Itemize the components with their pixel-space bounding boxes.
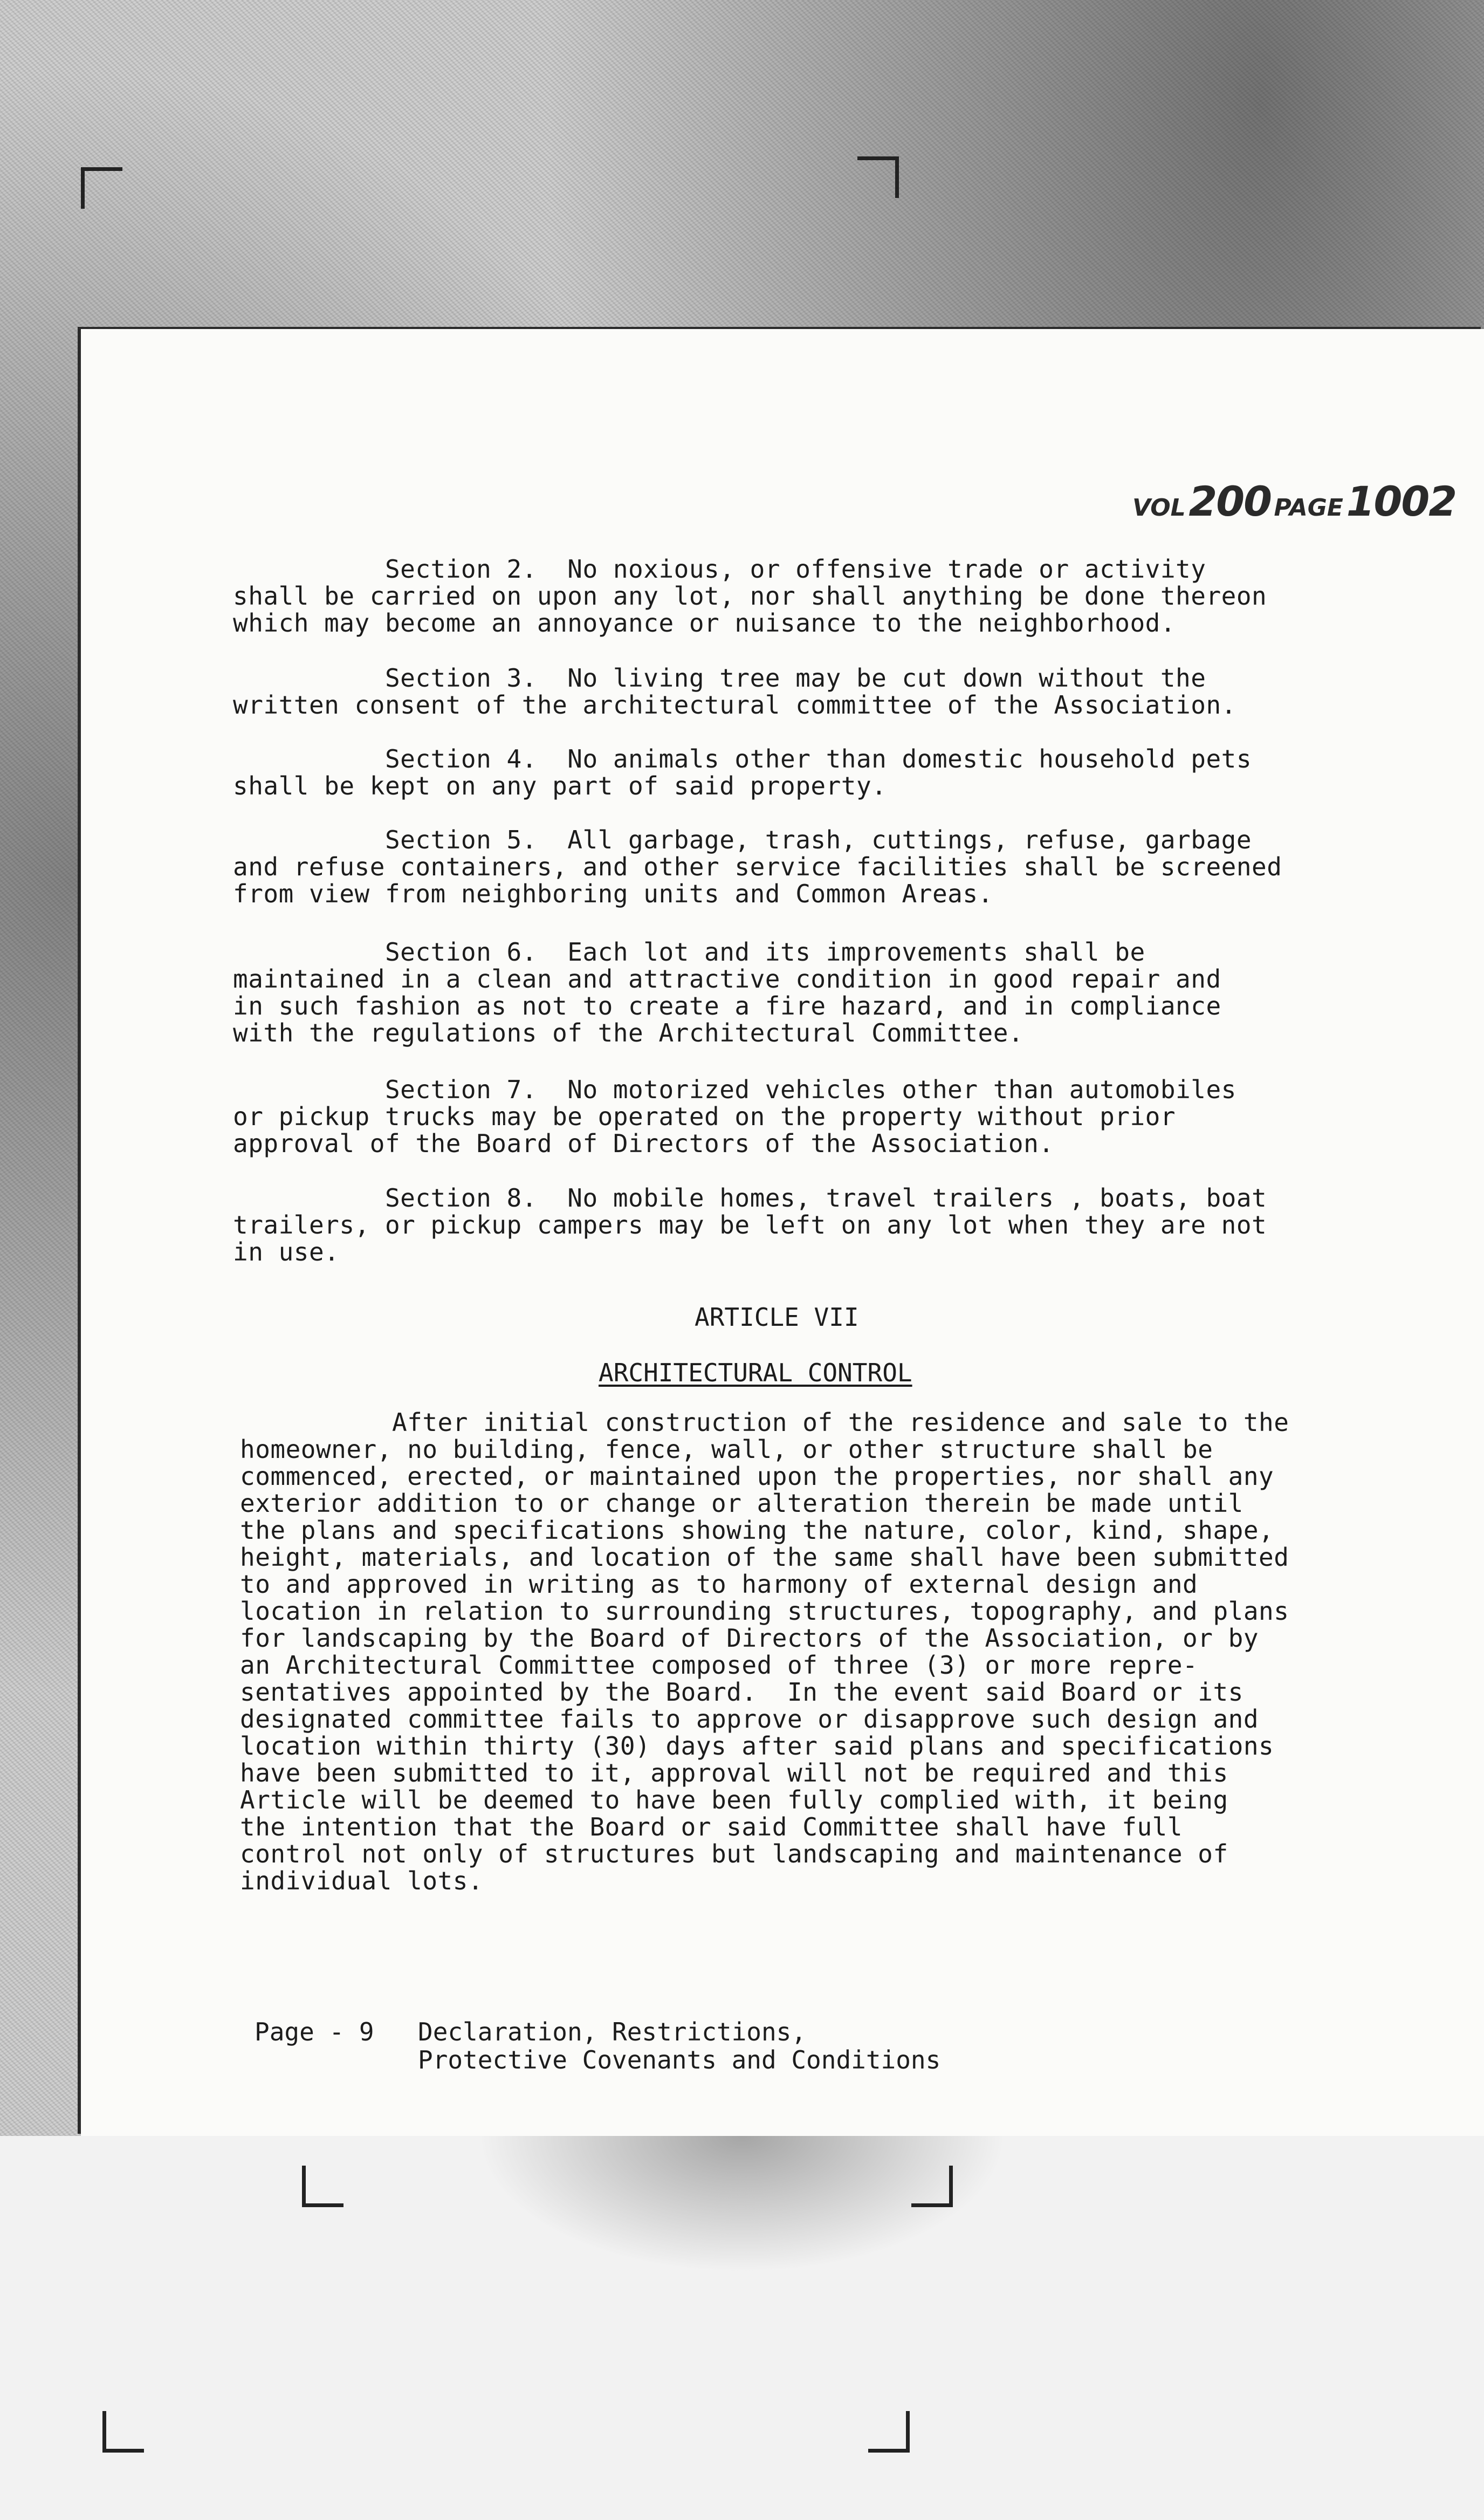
page-label: PAGE [1274,494,1343,522]
article-title: ARCHITECTURAL CONTROL [599,1358,912,1387]
recording-stamp [1132,477,1456,525]
section-4-text: Section 4. No animals other than domestic household pets shall be kept on any part of said property. [233,744,1252,800]
section-7-text: Section 7. No motorized vehicles other than automobiles or pickup trucks may be operated on the property without prior approval of the Board of Directors of the Association. [233,1075,1236,1158]
article-number: ARTICLE VII [695,1303,859,1332]
crop-mark-bottom-left [302,2166,343,2207]
section-5-text: Section 5. All garbage, trash, cuttings, refuse, garbage and refuse containers, and other service facilities shall be screened from view from neighboring units and Common Areas. [233,825,1282,908]
scan-lower-margin [0,2136,1484,2520]
footer-document-title: Declaration, Restrictions, Protective Covenants and Conditions [418,2017,941,2074]
crop-mark-top-right [857,156,899,198]
crop-mark-lower-left [102,2411,144,2453]
section-3-text: Section 3. No living tree may be cut down without the written consent of the architectural committee of the Association. [233,663,1236,720]
volume-number: 200 [1188,477,1271,525]
crop-mark-lower-right [868,2411,910,2453]
section-6-text: Section 6. Each lot and its improvements shall be maintained in a clean and attractive condition in good repair and in such fashion as not to create a fire hazard, and in compliance with the regulations of the Architectural Committee. [233,937,1221,1047]
article-body: After initial construction of the residence and sale to the homeowner, no building, fence, wall, or other structure shall be commenced, erected, or maintained upon the properties, nor shall any exterior addition to or change or alteration therein be made until the plans and specifications showing the nature, color, kind, shape, height, materials, and location of the same shall have been submitted to and approved in writing as to harmony of external design and location in relation to surrounding structures, topography, and plans for landscaping by the Board of Directors of the Association, or by an Architectural Committee composed of three (3) or more repre- sentatives appointed by the Board. In the event said Board or its designated committee fails to approve or disapprove such design and location within thirty (30) days after said plans and specifications have been submitted to it, approval will not be required and this Article will be deemed to have been fully complied with, it being the intention that the Board or said Committee shall have full control not only of structures but landscaping and maintenance of individual lots. [240,1408,1289,1895]
crop-mark-bottom-right [911,2166,953,2207]
footer-page-number: Page - 9 [255,2017,374,2046]
section-2-text: Section 2. No noxious, or offensive trade or activity shall be carried on upon any lot, nor shall anything be done thereon which may become an annoyance or nuisance to the neighborhood. [233,554,1267,638]
volume-label: VOL [1132,494,1186,522]
section-8-text: Section 8. No mobile homes, travel trailers , boats, boat trailers, or pickup campers may be left on any lot when they are not in use. [233,1183,1267,1266]
page-number: 1002 [1346,477,1456,525]
crop-mark-top-left [81,167,122,209]
